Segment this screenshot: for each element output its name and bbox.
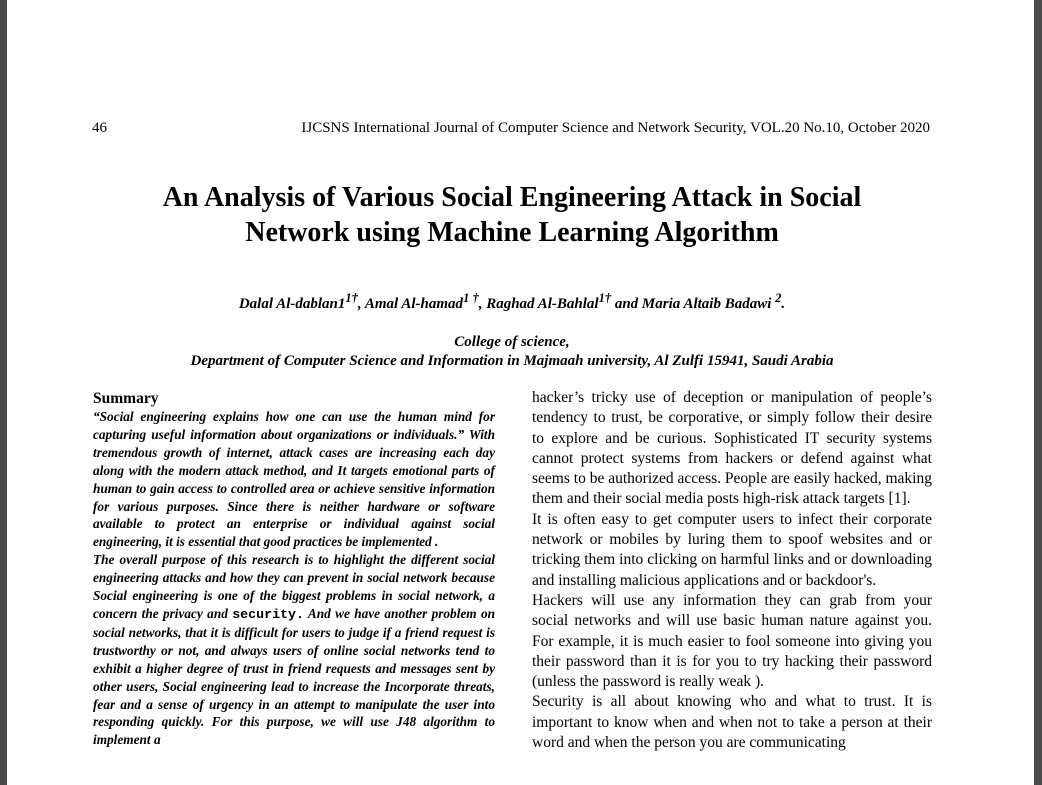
author-separator: .	[781, 296, 786, 312]
abstract-text: And we have another problem on social networks, that it is difficult for users to judge if a friend request is trustworthy or not, and always users of online social networks tend to exhibit a higher degree of trust in friend requests and messages sent by other users, Social engineering lead to increase the Incorporate threats, fear and a sense of urgency in an attempt to manipulate the user into responding quickly. For this purpose, we will use J48 algorithm to implement a	[93, 605, 496, 748]
author-superscript: 1†	[345, 291, 358, 305]
author-superscript: 1 †	[463, 291, 479, 305]
page-number: 46	[92, 120, 107, 136]
author-superscript: 1†	[598, 291, 612, 305]
author-separator: ,	[478, 296, 487, 312]
viewer-frame-right	[1034, 0, 1042, 785]
author-separator: and	[611, 296, 642, 312]
abstract-paragraph-1: “Social engineering explains how one can use the human mind for capturing useful information about organizations or individuals.” With tremendous growth of internet, attack cases are increasing each day along with the modern attack method, and It targets emotional parts of human to gain access to controlled area or achieve sensitive information for various purposes. Since there is neither hardware or software available to protect an enterprise or individual against social engineering, it is essential that good practices be implemented .	[93, 409, 495, 550]
author-superscript: 2	[775, 291, 782, 305]
body-paragraph-1: hacker’s tricky use of deception or manipulation of people’s tendency to trust, be corporative, or simply follow their desire to explore and be curious. Sophisticated IT security systems cannot protect systems from hackers or defend against what seems to be authorized access. People are easily hacked, making them and their social media posts high-risk attack targets [1].	[532, 389, 932, 508]
abstract-mono-word: security.	[232, 606, 305, 622]
author-name: Raghad Al-Bahlal	[486, 296, 599, 312]
body-paragraph-2: It is often easy to get computer users to infect their corporate network or mobiles by luring them to spoof websites and or tricking them into clicking on harmful links and or downloading and installing malicious applications and or backdoor's.	[532, 510, 932, 589]
author-separator: ,	[357, 296, 365, 312]
summary-heading: Summary	[93, 390, 159, 407]
title-line-2: Network using Machine Learning Algorithm	[245, 217, 779, 248]
paper-title	[70, 180, 954, 250]
affiliation-college: College of science,	[454, 334, 570, 350]
author-list	[70, 288, 954, 314]
journal-header: IJCSNS International Journal of Computer Science and Network Security, VOL.20 No.10, October 2020	[301, 120, 930, 136]
abstract-text: The overall purpose of this research is to highlight the different social engineering attacks and how they can prevent in social network because Social engineering is one of the biggest problems in social network, a concern the privacy and	[93, 552, 495, 621]
title-line-1: An Analysis of Various Social Engineering Attack in Social	[162, 182, 862, 213]
author-name: Maria Altaib Badawi	[641, 296, 776, 312]
author-name: Dalal Al-dablan1	[238, 296, 346, 312]
author-name: Amal Al-hamad	[364, 296, 464, 312]
viewer-frame-left	[0, 0, 7, 785]
affiliation-department: Department of Computer Science and Information in Majmaah university, Al Zulfi 15941, Saudi Arabia	[190, 353, 834, 369]
body-paragraph-3: Hackers will use any information they can grab from your social networks and will use basic human nature against you. For example, it is much easier to fool someone into giving you their password than it is for you to try hacking their password (unless the password is really weak ).	[532, 591, 932, 691]
left-column	[93, 390, 495, 749]
body-paragraph-4: Security is all about knowing who and what to trust. It is important to know when and when not to take a person at their word and when the person you are communicating	[532, 693, 932, 752]
right-column	[532, 388, 932, 753]
affiliation	[70, 333, 954, 371]
abstract-paragraph-2	[93, 551, 495, 749]
